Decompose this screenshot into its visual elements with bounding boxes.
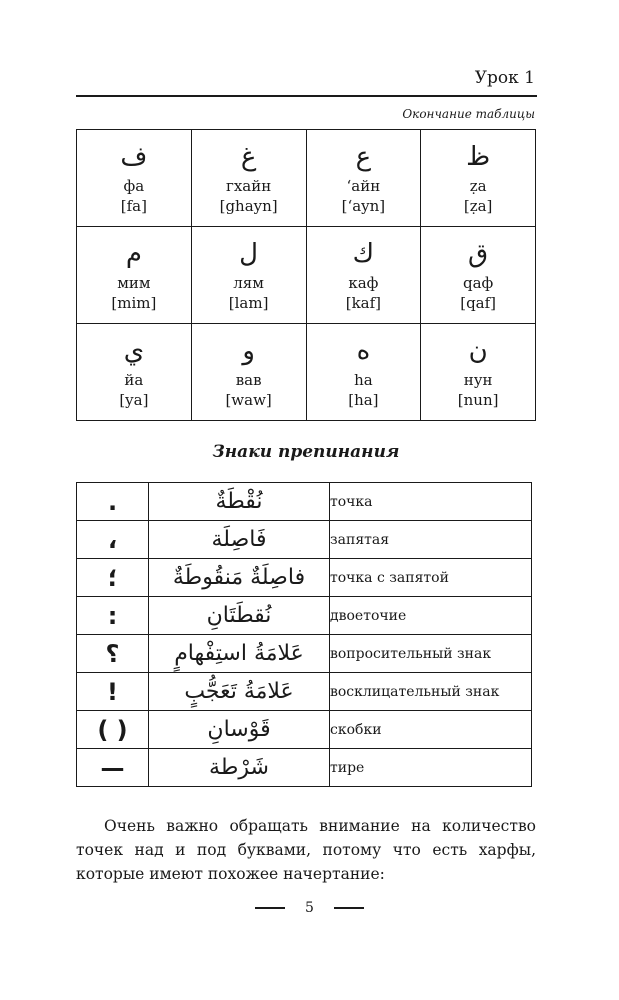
punctuation-symbol: ! xyxy=(77,673,149,711)
header-divider xyxy=(76,95,537,97)
letter-transliteration: [ya] xyxy=(119,391,149,409)
punctuation-symbol: — xyxy=(77,749,149,787)
arabic-letter: ق xyxy=(468,239,489,269)
punctuation-arabic-name: عَلامَةُ تَعَجُّبٍ xyxy=(149,673,330,711)
arabic-letter: ك xyxy=(352,239,375,269)
punctuation-row xyxy=(77,711,532,749)
footer-dash-right xyxy=(334,907,364,909)
punctuation-arabic-name: فاصِلَةٌ مَنقُوطَةٌ xyxy=(149,559,330,597)
footer-dash-left xyxy=(255,907,285,909)
letter-cell xyxy=(421,130,536,227)
punctuation-russian-name: точка с запятой xyxy=(330,559,532,597)
punctuation-russian-name: восклицательный знак xyxy=(330,673,532,711)
punctuation-row xyxy=(77,483,532,521)
alphabet-row xyxy=(77,324,536,421)
punctuation-section-title: Знаки препинания xyxy=(212,442,400,462)
punctuation-row xyxy=(77,559,532,597)
punctuation-russian-name: двоеточие xyxy=(330,597,532,635)
table-continuation-note: Окончание таблицы xyxy=(402,107,535,121)
punctuation-arabic-name: شَرْطة xyxy=(149,749,330,787)
arabic-letter: ع xyxy=(355,142,372,172)
punctuation-symbol: ، xyxy=(77,521,149,559)
letter-transliteration: [qaf] xyxy=(460,294,497,312)
punctuation-russian-name: вопросительный знак xyxy=(330,635,532,673)
letter-cell xyxy=(421,227,536,324)
letter-name: нун xyxy=(463,371,493,389)
punctuation-row xyxy=(77,635,532,673)
letter-cell xyxy=(306,130,421,227)
punctuation-table xyxy=(76,482,532,787)
page-footer xyxy=(0,900,619,916)
arabic-letter: م xyxy=(125,239,142,269)
punctuation-arabic-name: نُقْطَةٌ xyxy=(149,483,330,521)
body-paragraph: Очень важно обращать внимание на количество точек над и под буквами, потому что есть харфы, которые имеют похожее начертание: xyxy=(76,817,536,883)
punctuation-symbol: ( ) xyxy=(77,711,149,749)
alphabet-row xyxy=(77,130,536,227)
letter-cell xyxy=(191,130,306,227)
arabic-letter: ل xyxy=(239,239,259,269)
arabic-letter: ف xyxy=(120,142,148,172)
alphabet-row xyxy=(77,227,536,324)
punctuation-arabic-name: عَلامَةُ استِفْهامٍ xyxy=(149,635,330,673)
punctuation-symbol: : xyxy=(77,597,149,635)
letter-transliteration: [waw] xyxy=(225,391,272,409)
letter-cell xyxy=(421,324,536,421)
letter-name: гхайн xyxy=(225,177,272,195)
letter-transliteration: [fa] xyxy=(120,197,147,215)
letter-name: ẓa xyxy=(469,177,487,195)
letter-name: фа xyxy=(123,177,145,195)
letter-name: лям xyxy=(233,274,264,292)
letter-transliteration: [ghayn] xyxy=(219,197,278,215)
punctuation-row xyxy=(77,521,532,559)
punctuation-symbol: . xyxy=(77,483,149,521)
arabic-letter: و xyxy=(242,336,255,366)
letter-name: каф xyxy=(348,274,379,292)
punctuation-symbol: ؛ xyxy=(77,559,149,597)
alphabet-table xyxy=(76,129,536,421)
letter-transliteration: [‘ayn] xyxy=(341,197,386,215)
letter-cell xyxy=(191,324,306,421)
lesson-title: Урок 1 xyxy=(474,68,535,88)
punctuation-row xyxy=(77,597,532,635)
arabic-letter: ن xyxy=(468,336,488,366)
letter-transliteration: [kaf] xyxy=(345,294,382,312)
letter-transliteration: [lam] xyxy=(228,294,269,312)
letter-name: мим xyxy=(117,274,151,292)
letter-name: qaф xyxy=(462,274,494,292)
letter-cell xyxy=(77,130,192,227)
page-number: 5 xyxy=(305,900,314,916)
punctuation-russian-name: скобки xyxy=(330,711,532,749)
punctuation-arabic-name: نُقطَتَانِ xyxy=(149,597,330,635)
letter-name: ‘айн xyxy=(346,177,381,195)
letter-cell xyxy=(77,227,192,324)
letter-transliteration: [ha] xyxy=(348,391,379,409)
arabic-letter: غ xyxy=(240,142,257,172)
letter-transliteration: [mim] xyxy=(111,294,157,312)
punctuation-arabic-name: قَوْسانِ xyxy=(149,711,330,749)
punctuation-row xyxy=(77,673,532,711)
letter-transliteration: [nun] xyxy=(457,391,499,409)
letter-name: ha xyxy=(354,371,373,389)
punctuation-row xyxy=(77,749,532,787)
punctuation-russian-name: точка xyxy=(330,483,532,521)
letter-name: йа xyxy=(124,371,144,389)
arabic-letter: ي xyxy=(123,336,145,366)
letter-name: вав xyxy=(235,371,262,389)
punctuation-arabic-name: فَاصِلَة xyxy=(149,521,330,559)
arabic-letter: ظ xyxy=(466,142,491,172)
letter-cell xyxy=(306,324,421,421)
punctuation-russian-name: тире xyxy=(330,749,532,787)
letter-cell xyxy=(191,227,306,324)
punctuation-russian-name: запятая xyxy=(330,521,532,559)
letter-cell xyxy=(77,324,192,421)
arabic-letter: ه xyxy=(356,336,371,366)
punctuation-symbol: ؟ xyxy=(77,635,149,673)
letter-transliteration: [ẓa] xyxy=(463,197,493,215)
letter-cell xyxy=(306,227,421,324)
